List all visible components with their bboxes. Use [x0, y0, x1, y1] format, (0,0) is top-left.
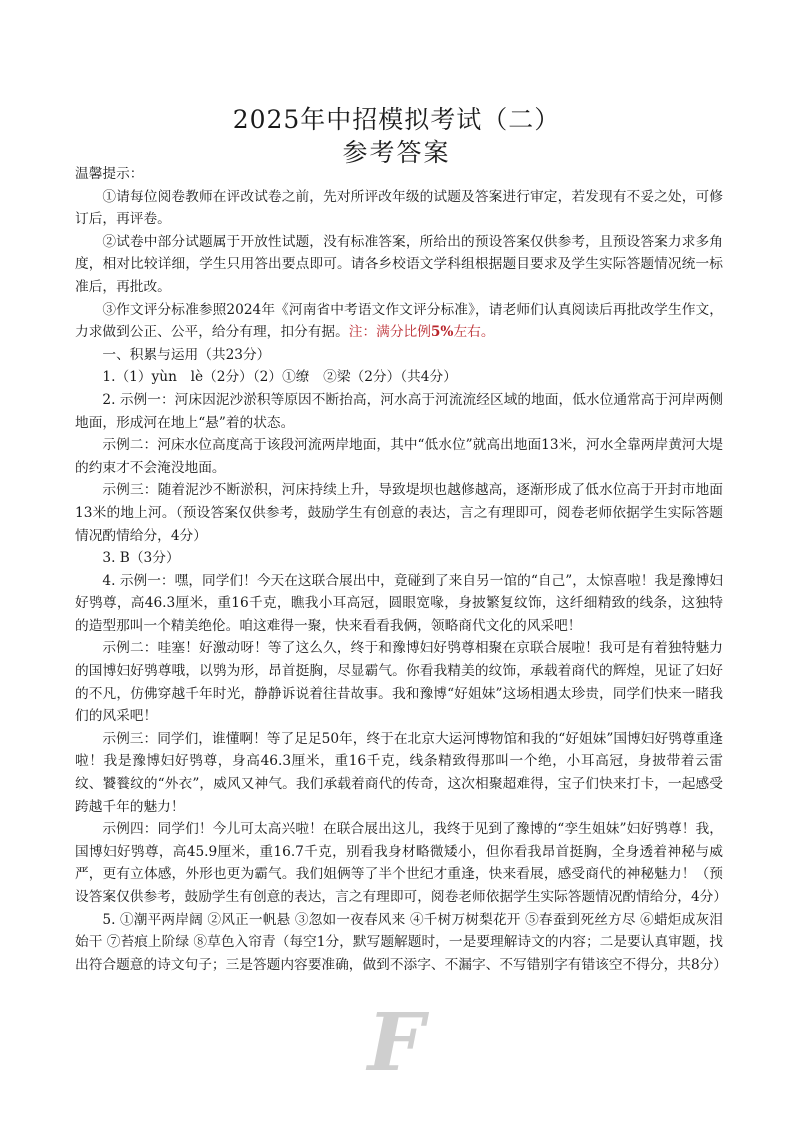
answer-q3: 3. B（3分）	[102, 550, 180, 567]
tip-3-note-prefix: 注：满分比例	[348, 324, 431, 341]
tip-3-note	[349, 324, 495, 340]
answer-q4-example-4: 示例四：同学们！今儿可太高兴啦！在联合展出这儿，我终于见到了豫博的“孪生姐妹”妇好鸮尊！我，国博妇好鸮尊，高45.9厘米，重16.7千克，别看我身材略微矮小，但你看我昂首挺胸，全身透着神秘与威严，更有立体感，外形也更为霸气。我们姐俩等了半个世纪才重逢，快来看展，感受商代的神秘魅力！（预设答案仅供参考，鼓励学生有创意的表达，言之有理即可，阅卷老师依据学生实际答题情况酌情给分，4分）	[75, 821, 728, 905]
answer-q2-example-2: 示例二：河床水位高度高于该段河流两岸地面，其中“低水位”就高出地面13米，河水全靠两岸黄河大堤的约束才不会淹没地面。	[75, 437, 723, 476]
answer-body	[75, 163, 728, 976]
tip-3	[75, 299, 723, 344]
answer-q2-example-1: 2. 示例一：河床因泥沙淤积等原因不断抬高，河水高于河流流经区域的地面，低水位通常高于河岸两侧地面，形成河在地上“悬”着的状态。	[75, 391, 723, 431]
tips-label: 温馨提示：	[75, 166, 144, 182]
tip-3-note-suffix: 左右。	[453, 324, 495, 341]
tip-3-note-percent: 5%	[430, 324, 454, 341]
page-subtitle: 参考答案	[342, 138, 451, 167]
section-heading: 一、积累与运用（共23分）	[102, 346, 271, 363]
answer-q4-example-3: 示例三：同学们，谁懂啊！等了足足50年，终于在北京大运河博物馆和我的“好姐妹”国博妇好鸮尊重逢啦！我是豫博妇好鸮尊，身高46.3厘米，重16千克，线条精致得那叫一个绝，小耳高冠，身披带着云雷纹、饕餮纹的“外衣”，威风又神气。我们承载着商代的传奇，这次相聚超难得，宝子们快来打卡，一起感受跨越千年的魅力！	[75, 730, 723, 815]
answer-q4-example-1: 4. 示例一：嘿，同学们！今天在这联合展出中，竟碰到了来自另一馆的“自己”，太惊喜啦！我是豫博妇好鸮尊，高46.3厘米，重16千克，瞧我小耳高冠，圆眼宽喙，身披繁复纹饰，这纤细精致的线条，这独特的造型那叫一个精美绝伦。咱这难得一聚，快来看看我俩，领略商代文化的风采吧！	[75, 572, 723, 634]
tip-1: ①请每位阅卷教师在评改试卷之前，先对所评改年级的试题及答案进行审定，若发现有不妥之处，可修订后，再评卷。	[75, 188, 723, 228]
answer-q2-example-3: 示例三：随着泥沙不断淤积，河床持续上升，导致堤坝也越修越高，逐渐形成了低水位高于开封市地面13米的地上河。（预设答案仅供参考，鼓励学生有创意的表达，言之有理即可，阅卷老师依据学生实际答题情况酌情给分，4分）	[75, 482, 723, 544]
tip-2: ②试卷中部分试题属于开放性试题，没有标准答案，所给出的预设答案仅供参考，且预设答案力求多角度，相对比较详细，学生只用答出要点即可。请各乡校语文学科组根据题目要求及学生实际答题情况统一标准后，再批改。	[75, 233, 723, 295]
tip-3-text: ③作文评分标准参照2024年《河南省中考语文作文评分标准》，请老师们认真阅读后再批改学生作文，力求做到公正、公平，给分有理，扣分有据。	[75, 301, 723, 341]
answer-q5: 5. ①潮平两岸阔 ②风正一帆悬 ③忽如一夜春风来 ④千树万树梨花开 ⑤春蚕到死丝方尽 ⑥蜡炬成灰泪始干 ⑦苔痕上阶绿 ⑧草色入帘青（每空1分，默写题解题时，一是要理解诗文的内容；二是要认真审题，找出符合题意的诗文句子；三是答题内容要准确，做到不添字、不漏字、不写错别字有错该空不得分，共8分）	[75, 911, 728, 973]
answer-q1: 1.（1）yùn lè（2分）（2）①缭 ②梁（2分）（共4分）	[102, 369, 457, 386]
page-title: 2025年中招模拟考试（二）	[232, 105, 561, 134]
watermark-logo: F	[367, 995, 425, 1089]
answer-q4-example-2: 示例二：哇塞！好激动呀！等了这么久，终于和豫博妇好鸮尊相聚在京联合展啦！我可是有着独特魅力的国博妇好鸮尊哦，以鸮为形，昂首挺胸，尽显霸气。你看我精美的纹饰，承载着商代的辉煌，见证了妇好的不凡，仿佛穿越千年时光，静静诉说着往昔故事。我和豫博“好姐妹”这场相遇太珍贵，同学们快来一睹我们的风采吧！	[75, 640, 723, 725]
